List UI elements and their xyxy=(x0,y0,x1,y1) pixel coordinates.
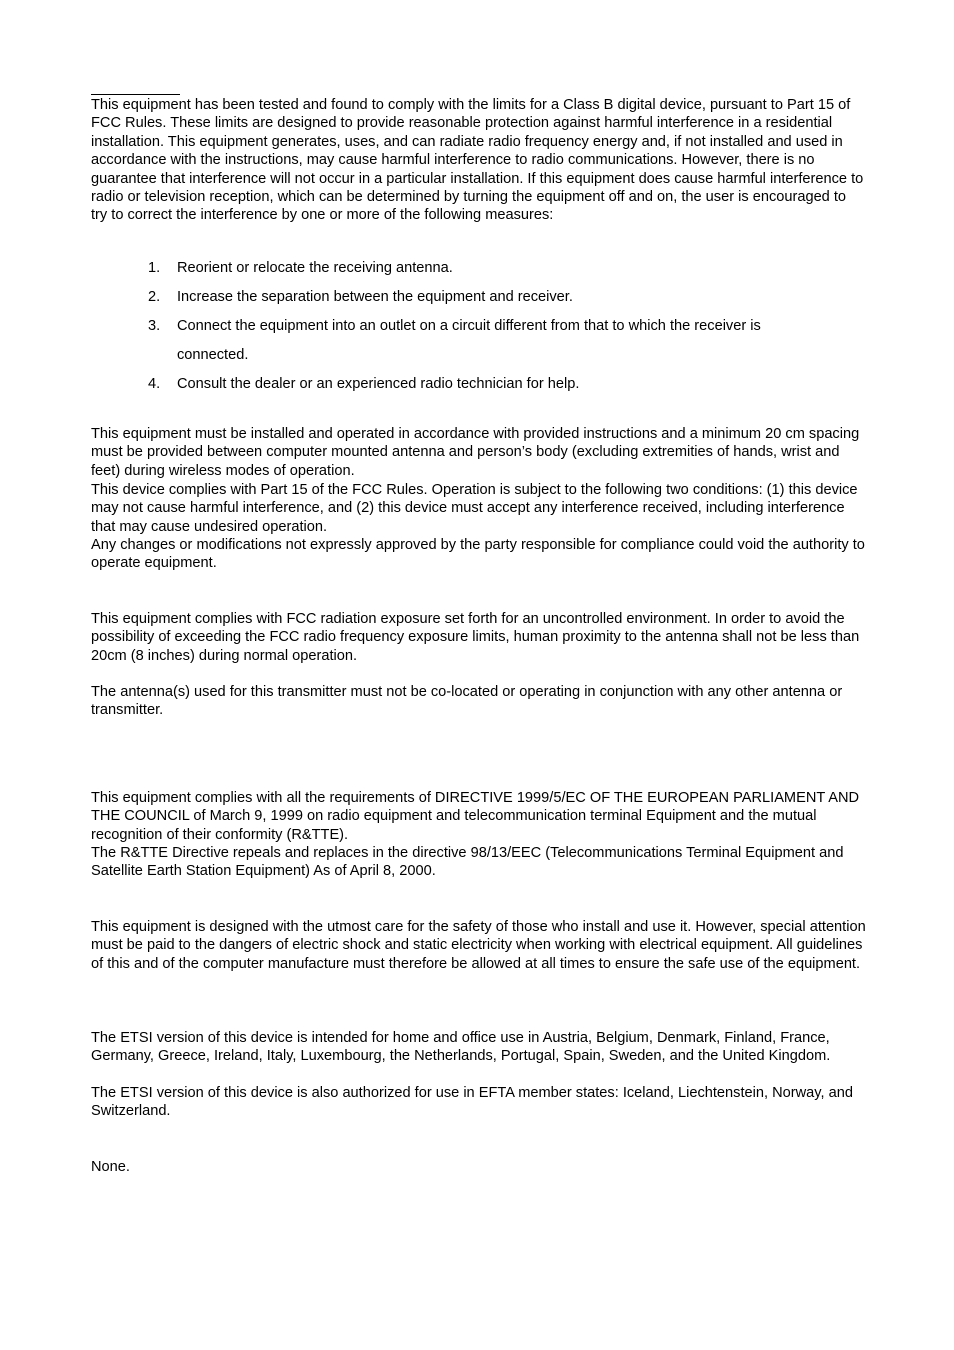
antenna-colocation-paragraph: The antenna(s) used for this transmitter must not be co-located or operating in conjunction with any other antenna or transmitter. xyxy=(91,684,843,719)
heading-underline xyxy=(91,94,180,95)
restrictions-paragraph: None. xyxy=(91,1159,130,1175)
list-item-text: Reorient or relocate the receiving antenna. xyxy=(177,260,453,276)
interference-measures-list xyxy=(91,254,866,399)
list-item xyxy=(91,254,866,283)
eu-countries-paragraph: The ETSI version of this device is intended for home and office use in Austria, Belgium, Denmark, Finland, France, Germany, Greece, Ireland, Italy, Luxembourg, the Netherlands, Portugal, Spain, Sweden, and the United Kingdom. xyxy=(91,1030,831,1065)
fcc-class-b-paragraph: This equipment has been tested and found to comply with the limits for a Class B digital device, pursuant to Part 15 of FCC Rules. These limits are designed to provide reasonable protection against harmful interference in a residential installation. This equipment generates, uses, and can radiate radio frequency energy and, if not installed and used in accordance with the instructions, may cause harmful interference to radio communications. However, there is no guarantee that interference will not occur in a particular installation. If this equipment does cause harmful interference to radio or television reception, which can be determined by turning the equipment off and on, the user is encouraged to try to correct the interference by one or more of the following measures: xyxy=(91,97,864,224)
fcc-caution-spacing-paragraph: This equipment must be installed and operated in accordance with provided instructions and a minimum 20 cm spacing must be provided between computer mounted antenna and person’s body (excluding extremities of hands, wrist and feet) during wireless modes of operation. xyxy=(91,426,860,479)
list-item-text: Increase the separation between the equipment and receiver. xyxy=(177,289,573,305)
list-item-text: Consult the dealer or an experienced radio technician for help. xyxy=(177,376,580,392)
rtte-directive-paragraph: This equipment complies with all the requirements of DIRECTIVE 1999/5/EC OF THE EUROPEAN PARLIAMENT AND THE COUNCIL of March 9, 1999 on radio equipment and telecommunication terminal Equipment and the mutual recognition of their conformity (R&TTE). xyxy=(91,790,860,843)
list-item xyxy=(91,370,866,399)
efta-countries-paragraph: The ETSI version of this device is also authorized for use in EFTA member states: Iceland, Liechtenstein, Norway, and Switzerland. xyxy=(91,1085,853,1120)
list-item-number: 3. xyxy=(148,318,161,334)
list-item xyxy=(91,283,866,312)
list-item-number: 2. xyxy=(148,289,161,305)
list-item-text: Connect the equipment into an outlet on a circuit different from that to which the receiver is connected. xyxy=(177,318,761,363)
list-item-number: 1. xyxy=(148,260,161,276)
fcc-part15-paragraph: This device complies with Part 15 of the FCC Rules. Operation is subject to the following two conditions: (1) this device may not cause harmful interference, and (2) this device must accept any interference received, including interference that may cause undesired operation. xyxy=(91,482,858,535)
list-item-number: 4. xyxy=(148,376,161,392)
rtte-repeal-paragraph: The R&TTE Directive repeals and replaces in the directive 98/13/EEC (Telecommunications Terminal Equipment and Satellite Earth Station Equipment) As of April 8, 2000. xyxy=(91,845,844,880)
fcc-radiation-paragraph: This equipment complies with FCC radiation exposure set forth for an uncontrolled environment. In order to avoid the possibility of exceeding the FCC radio frequency exposure limits, human proximity to the antenna shall not be less than 20cm (8 inches) during normal operation. xyxy=(91,611,860,664)
safety-paragraph: This equipment is designed with the utmost care for the safety of those who install and use it. However, special attention must be paid to the dangers of electric shock and static electricity when working with electrical equipment. All guidelines of this and of the computer manufacture must therefore be allowed at all times to ensure the safe use of the equipment. xyxy=(91,919,866,972)
fcc-modifications-paragraph: Any changes or modifications not expressly approved by the party responsible for compliance could void the authority to operate equipment. xyxy=(91,537,865,572)
list-item xyxy=(91,312,866,370)
